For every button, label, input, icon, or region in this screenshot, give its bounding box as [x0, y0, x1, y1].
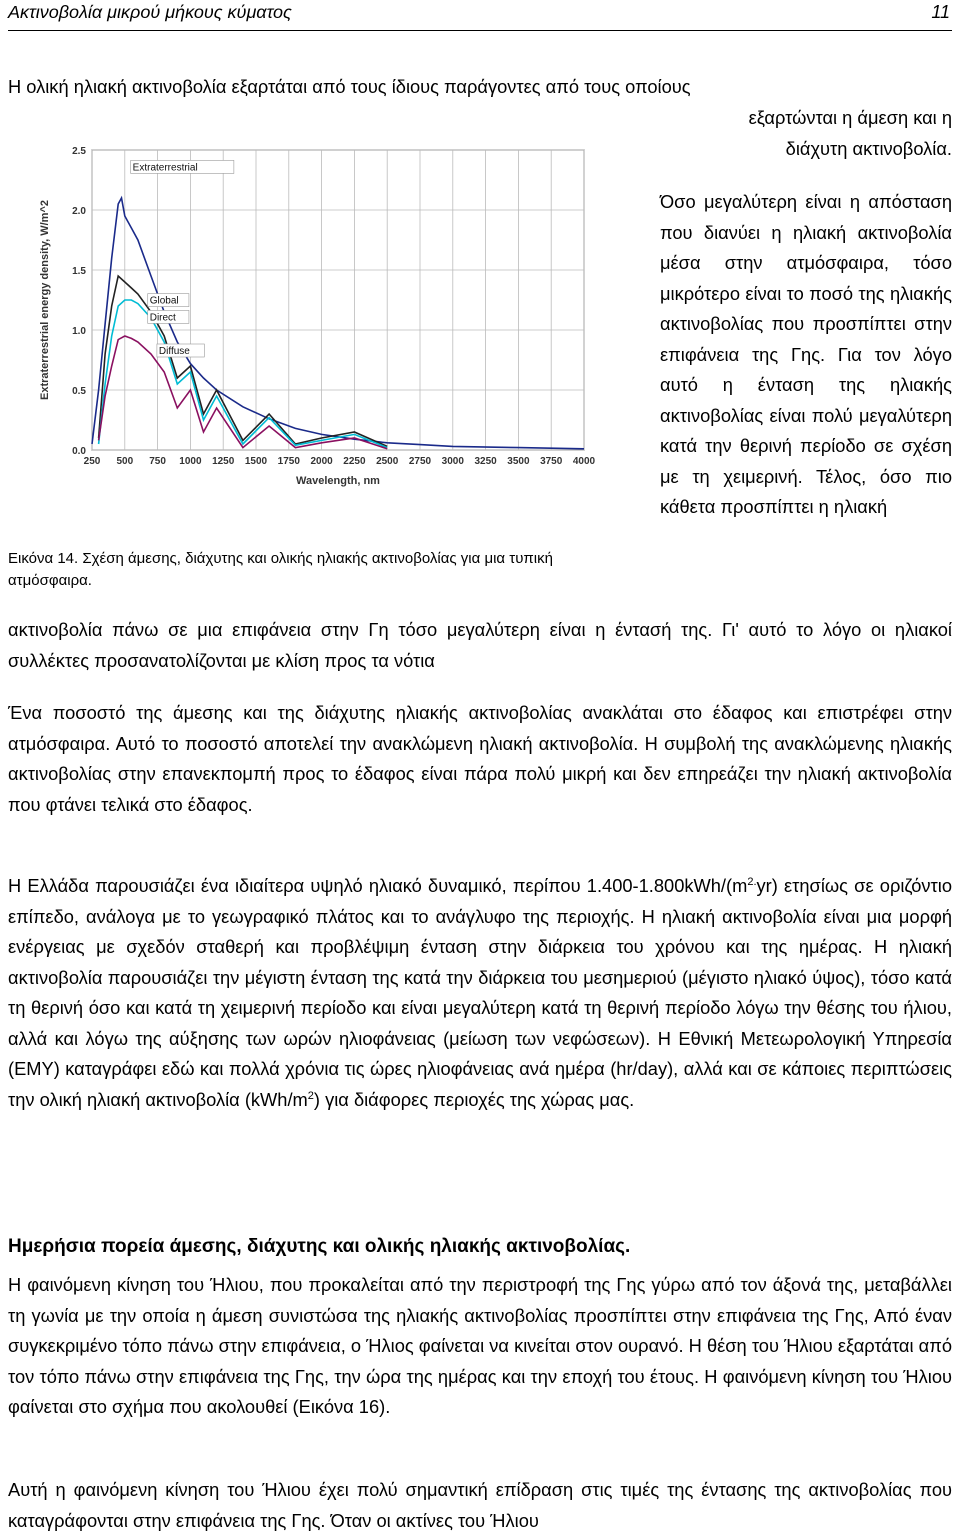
x-tick-label: 1250	[212, 456, 235, 467]
y-tick-label: 1.0	[72, 326, 86, 337]
paragraph-reflected: Ένα ποσοστό της άμεσης και της διάχυτης ηλιακής ακτινοβολίας ανακλάται στο έδαφος και επιστρέφει στην ατμόσφαιρα. Αυτό το ποσοστό αποτελεί την ανακλώμενη ηλιακή ακτινοβολία. Η συμβολή της ανακλώμενης ηλιακής ακτινοβολίας στην επανεκπομπή προς το έδαφος είναι πάρα πολύ μικρή και δεν επηρεάζει την ηλιακή ακτινοβολία που φτάνει τελικά στο έδαφος.	[8, 702, 952, 815]
x-tick-label: 3750	[540, 456, 563, 467]
figure-caption: Εικόνα 14. Σχέση άμεσης, διάχυτης και ολικής ηλιακής ακτινοβολίας για μια τυπική ατμόσφαιρα.	[8, 550, 553, 589]
greece-text-b: yr) ετησίως σε οριζόντιο επίπεδο, ανάλογα με το γεωγραφικό πλάτος και το ανάγλυφο της περιοχής. Η ηλιακή ακτινοβολία είναι μια μορφή ενέργειας με σχεδόν σταθερή και προβλέψιμη ένταση στην διάρκεια του χρόνου και της ημέρας. Η ηλιακή ακτινοβολία παρουσιάζει την μέγιστη ένταση της κατά την διάρκεια του μεσημεριού (μέγιστο ηλιακό ύψος), τόσο κατά τη θερινή όσο και κατά τη χειμερινή περίοδο και είναι μεγαλύτερη κατά τη θερινή περίοδο λόγω την θέσης του ήλιου, αλλά και λόγω της αύξησης των ωρών ηλιοφάνειας (μείωση των νεφώσεων). Η Εθνική Μετεωρολογική Υπηρεσία (ΕΜΥ) καταγράφει εδώ και πολλά χρόνια τις ώρες ηλιοφάνειας ανά ημέρα (hr/day), αλλά και σε κάποιες περιπτώσεις την ολική ηλιακή ακτινοβολία (kWh/m	[8, 875, 952, 1110]
series-label-global: Global	[149, 295, 179, 307]
x-tick-label: 3000	[441, 456, 464, 467]
paragraph-greece	[8, 871, 952, 1115]
greece-text-c: ) για διάφορες περιοχές της χώρας μας.	[313, 1088, 635, 1110]
right-column-text: Όσο μεγαλύτερη είναι η απόσταση που διανύει η ηλιακή ακτινοβολία μέσα στην ατμόσφαιρα, τόσο μικρότερο είναι το ποσό της ηλιακής ακτινοβολίας που προσπίπτει στην επιφάνεια της Γης. Για τον λόγο αυτό η ένταση της ηλιακής ακτινοβολίας είναι πολύ μεγαλύτερη κατά την θερινή περίοδο σε σχέση με τη χειμερινή. Τέλος, όσο πιο κάθετα προσπίπτει η ηλιακή	[660, 191, 952, 517]
series-label-extraterrestrial: Extraterrestrial	[132, 162, 198, 174]
x-tick-label: 2000	[310, 456, 333, 467]
greece-sup-2: 2	[307, 1089, 314, 1102]
y-axis-label: Extraterrestrial energy density, W/m^2	[39, 199, 51, 401]
greece-text-a: Η Ελλάδα παρουσιάζει ένα ιδιαίτερα υψηλό ηλιακό δυναμικό, περίπου 1.400-1.800kWh/(m	[8, 875, 748, 896]
x-tick-label: 1500	[244, 456, 268, 467]
series-label-diffuse: Diffuse	[158, 346, 190, 357]
x-tick-label: 2750	[408, 456, 432, 467]
series-label-direct: Direct	[149, 312, 176, 324]
paragraph-continuation: ακτινοβολία πάνω σε μια επιφάνεια στην Γη τόσο μεγαλύτερη είναι η έντασή της. Γι' αυτό το λόγο οι ηλιακοί συλλέκτες προσανατολίζονται με κλίση προς τα νότια	[8, 619, 952, 671]
x-tick-label: 500	[116, 456, 134, 467]
x-tick-label: 1750	[277, 456, 300, 467]
paragraph-sun-motion: Η φαινόμενη κίνηση του Ήλιου, που προκαλείται από την περιστροφή της Γης γύρω από τον άξονά της, μεταβάλλει τη γωνία με την οποία η άμεση συνιστώσα της ηλιακής ακτινοβολίας προσπίπτει στην επιφάνεια της Γης, Από έναν συγκεκριμένο τόπο πάνω στην επιφάνεια, ο Ήλιος φαίνεται να κινείται στον ουρανό. Η θέση του Ήλιου εξαρτάται από τον τόπο πάνω στην επιφάνεια της Γης, την ώρα της ημέρας και την εποχή του έτους. Η φαινόμενη κίνηση του Ήλιου φαίνεται στο σχήμα που ακολουθεί (Εικόνα 16).	[8, 1274, 952, 1417]
x-tick-label: 2250	[343, 456, 366, 467]
page-number: 11	[931, 2, 950, 22]
x-tick-label: 4000	[572, 456, 596, 467]
paragraph-last: Αυτή η φαινόμενη κίνηση του Ήλιου έχει πολύ σημαντική επίδραση στις τιμές της έντασης της ακτινοβολίας που καταγράφονται στην επιφάνεια της Γης. Όταν οι ακτίνες του Ήλιου	[8, 1479, 952, 1531]
spectral-chart	[30, 128, 604, 548]
section-heading: Ημερήσια πορεία άμεσης, διάχυτης και ολικής ηλιακής ακτινοβολίας.	[8, 1236, 631, 1257]
x-axis-label: Wavelength, nm	[296, 475, 380, 487]
y-tick-label: 0.0	[72, 446, 86, 457]
running-header-title: Ακτινοβολία μικρού μήκους κύματος	[8, 2, 292, 22]
header-rule	[8, 30, 952, 31]
intro-line-1: Η ολική ηλιακή ακτινοβολία εξαρτάται από τους ίδιους παράγοντες από τους οποίους	[8, 76, 691, 97]
y-tick-label: 2.5	[72, 146, 86, 157]
x-tick-label: 3250	[474, 456, 497, 467]
x-tick-label: 250	[83, 456, 101, 467]
intro-line-3: διάχυτη ακτινοβολία.	[785, 138, 952, 159]
y-tick-label: 0.5	[72, 386, 86, 397]
x-tick-label: 3500	[507, 456, 530, 467]
y-tick-label: 1.5	[72, 266, 86, 277]
spectral-chart-figure	[30, 128, 604, 548]
x-tick-label: 750	[149, 456, 166, 467]
x-tick-label: 2500	[376, 456, 399, 467]
y-tick-label: 2.0	[72, 206, 86, 217]
greece-sup-1: 2.	[747, 875, 757, 888]
x-tick-label: 1000	[179, 456, 202, 467]
intro-line-2: εξαρτώνται η άμεση και η	[748, 107, 952, 128]
